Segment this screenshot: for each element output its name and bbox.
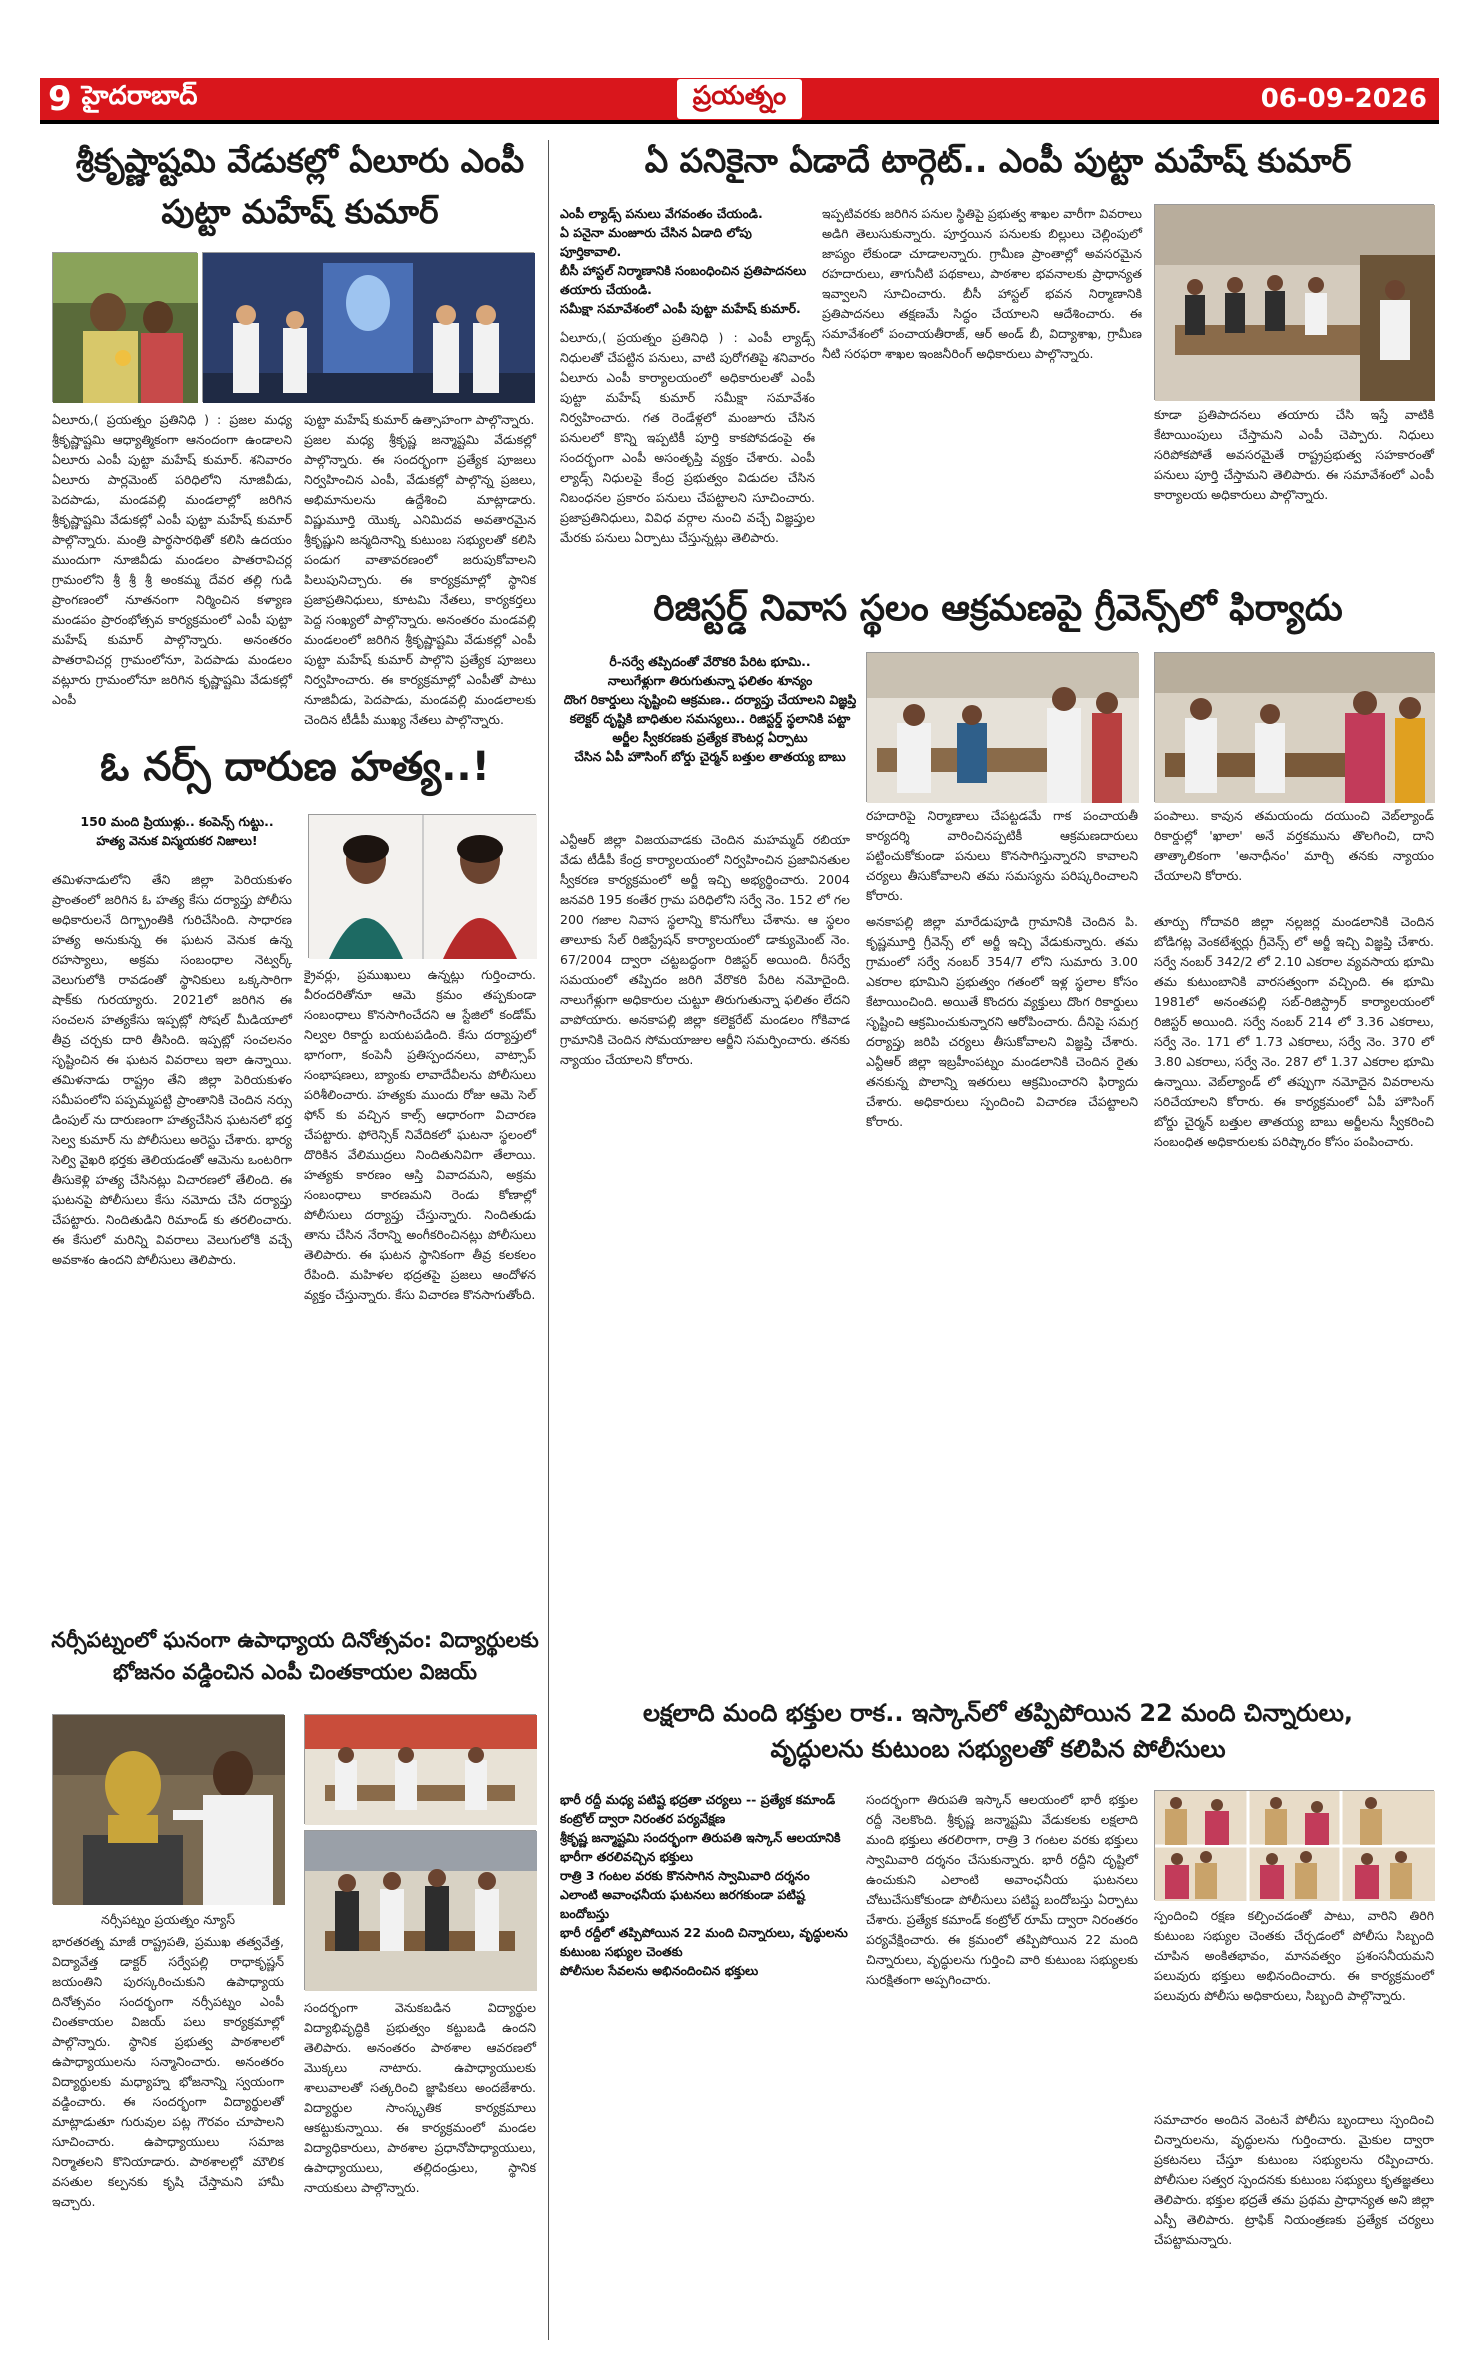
nurse-subhead-2: హత్య వెనుక విస్మయకర నిజాలు! — [96, 833, 258, 848]
iskcon-subhead-3: రాత్రి 3 గంటల వరకు కొనసాగిన స్వామివారి దర్శనం — [560, 1868, 810, 1883]
teachers-day-headline — [50, 1627, 540, 1686]
grievance-photo-1 — [866, 652, 1138, 802]
krishnashtami-body-col1: ఏలూరు,( ప్రయత్నం ప్రతినిధి ) : ప్రజల మధ్య శ్రీకృష్ణాష్టమి ఆధ్యాత్మికంగా ఆనందంగా ఉండాలని ఏలూరు ఎంపీ పుట్టా మహేష్ కుమార్. శనివారం ఏలూరు పార్లమెంట్ పరిధిలోని నూజివీడు, పెదపాడు, మండవల్లి మండలాల్లో జరిగిన శ్రీకృష్ణాష్టమి వేడుకల్లో ఎంపీ పుట్టా మహేష్ కుమార్ పాల్గొన్నారు. మంత్రి పార్థసారథితో కలిసి ఉదయం ముందుగా నూజివీడు మండలం పాతరావిచర్ల గ్రామంలోని శ్రీ శ్రీ శ్రీ అంకమ్మ దేవర తల్లి గుడి ప్రాంగణంలో నూతనంగా నిర్మించిన కళ్యాణ మండపం ప్రారంభోత్సవ కార్యక్రమంలో ఎంపీ పుట్టా మహేష్ కుమార్ పాల్గొన్నారు. అనంతరం పాతరావిచర్ల గ్రామంలోనూ, పెదపాడు మండలం వట్లూరు గ్రామంలోనూ జరిగిన కృష్ణాష్టమి వేడుకల్లో ఎంపీ — [52, 412, 292, 707]
grievance-body-col2: అనకాపల్లి జిల్లా మారేడుపూడి గ్రామానికి చెందిన పి. కృష్ణమూర్తి గ్రీవెన్స్ లో అర్జీ ఇచ్చి వేడుకున్నారు. తమ గ్రామంలో సర్వే నంబర్ 354/7 లోని సుమారు 3.00 ఎకరాల భూమిని ప్రభుత్వం గతంలో ఇళ్ల స్థలాల కోసం కేటాయించింది. అయితే కొందరు వ్యక్తులు దొంగ రికార్డులు సృష్టించి ఆక్రమించుకున్నారని ఆరోపించారు. దీనిపై సమగ్ర దర్యాప్తు జరిపి చర్యలు తీసుకోవాలని విజ్ఞప్తి చేశారు. ఎన్టీఆర్ జిల్లా ఇబ్రహీంపట్నం మండలానికి చెందిన రైతు తనకున్న పొలాన్ని ఇతరులు ఆక్రమించారని ఫిర్యాదు చేశారు. అధికారులు స్పందించి విచారణ చేపట్టాలని కోరారు. — [866, 914, 1138, 1129]
masthead — [40, 78, 1439, 124]
iskcon-body-col2: సమాచారం అందిన వెంటనే పోలీసు బృందాలు స్పందించి చిన్నారులను, వృద్ధులను గుర్తించారు. మైకుల ద్వారా ప్రకటనలు చేస్తూ కుటుంబ సభ్యులను రప్పించారు. పోలీసుల సత్వర స్పందనకు కుటుంబ సభ్యులు కృతజ్ఞతలు తెలిపారు. భక్తుల భద్రతే తమ ప్రథమ ప్రాధాన్యత అని జిల్లా ఎస్పీ తెలిపారు. ట్రాఫిక్ నియంత్రణకు ప్రత్యేక చర్యలు చేపట్టామన్నారు. — [1154, 2112, 1434, 2247]
nurse-body-col2: క్రైవర్లు, ప్రముఖులు ఉన్నట్లు గుర్తించారు. వీరందరితోనూ ఆమె క్రమం తప్పకుండా సంబంధాలు కొనసాగించేదని ఆ స్టేజిలో కండోమ్ నిల్వల రికార్డు బయటపడింది. కేసు దర్యాప్తులో భాగంగా, కంపెనీ ప్రతిస్పందనలు, వాట్సాప్ సంభాషణలు, బ్యాంకు లావాదేవీలను పోలీసులు పరిశీలించారు. హత్యకు ముందు రోజు ఆమె సెల్ ఫోన్ కు వచ్చిన కాల్స్ ఆధారంగా విచారణ చేపట్టారు. ఫోరెన్సిక్ నివేదికలో ఘటనా స్థలంలో దొరికిన వేలిముద్రలు నిందితునివిగా తేలాయి. హత్యకు కారణం ఆస్తి వివాదమని, అక్రమ సంబంధాలు కారణమని రెండు కోణాల్లో పోలీసులు దర్యాప్తు చేస్తున్నారు. నిందితుడు తాను చేసిన నేరాన్ని అంగీకరించినట్లు పోలీసులు తెలిపారు. ఈ ఘటన స్థానికంగా తీవ్ర కలకలం రేపింది. మహిళల భద్రతపై ప్రజలు ఆందోళన వ్యక్తం చేస్తున్నారు. కేసు విచారణ కొనసాగుతోంది. — [304, 967, 536, 1302]
grievance-headline: రిజిస్టర్డ్ నివాస స్థలం ఆక్రమణపై గ్రీవెన్స్‌లో ఫిర్యాదు — [653, 588, 1343, 629]
grievance-subhead-2: నాలుగేళ్లుగా తిరుగుతున్నా ఫలితం శూన్యం — [607, 673, 813, 688]
nurse-photo — [308, 814, 536, 958]
krishnashtami-photo-2 — [202, 252, 534, 402]
teachers-day-headline-line1: నర్సీపట్నంలో ఘనంగా ఉపాధ్యాయ దినోత్సవం: విద్యార్థులకు — [51, 1628, 539, 1652]
grievance-subhead-6: చేసిన ఏపీ హౌసింగ్ బోర్డు చైర్మన్ బత్తుల తాతయ్య బాబు — [574, 749, 846, 764]
iskcon-headline — [556, 1698, 1440, 1764]
teachers-day-photo-3 — [304, 1830, 536, 1990]
krishnashtami-headline-line1: శ్రీకృష్ణాష్టమి వేడుకల్లో ఏలూరు ఎంపీ — [75, 141, 525, 180]
krishnashtami-body-col2-text: ప్రజల మధ్య శ్రీకృష్ణ జన్మాష్టమి వేడుకల్లో పాల్గొన్నారు. ఈ సందర్భంగా ప్రత్యేక పూజలు నిర్వహించిన ఎంపీ, వేడుకల్లో పాల్గొన్న ప్రజలు, అభిమానులను ఉద్దేశించి మాట్లాడారు. విష్ణుమూర్తి యొక్క ఎనిమిదవ అవతారమైన శ్రీకృష్ణుని జన్మదినాన్ని కుటుంబ సభ్యులతో కలిసి పండుగ వాతావరణంలో జరుపుకోవాలని పిలుపునిచ్చారు. ఈ కార్యక్రమాల్లో స్థానిక ప్రజాప్రతినిధులు, కూటమి నేతలు, కార్యకర్తలు పెద్ద సంఖ్యలో పాల్గొన్నారు. అనంతరం మండవల్లి మండలంలో జరిగిన శ్రీకృష్ణాష్టమి వేడుకల్లో ఎంపీ పుట్టా మహేష్ కుమార్ పాల్గొని ప్రత్యేక పూజలు నిర్వహించారు. ఈ కార్యక్రమాల్లో ఎంపీతో పాటు నూజివీడు, పెదపాడు, మండవల్లి మండలాలకు చెందిన టీడీపీ ముఖ్య నేతలు పాల్గొన్నారు. — [304, 432, 536, 727]
iskcon-subhead-5: భారీ రద్దీలో తప్పిపోయిన 22 మంది చిన్నారులు, వృద్ధులను కుటుంబ సభ్యుల చెంతకు — [560, 1925, 848, 1959]
masthead-left — [40, 79, 480, 119]
page-date: 06-09-2026 — [1260, 84, 1427, 114]
column-divider — [548, 140, 549, 2340]
paper-name: ప్రయత్నం — [677, 79, 802, 119]
krishnashtami-headline-line2: పుట్టా మహేష్ కుమార్ — [161, 192, 439, 232]
target-subhead-3: బీసీ హాస్టల్ నిర్మాణానికి సంబంధించిన ప్రతిపాదనలు తయారు చేయండి. — [560, 263, 807, 297]
teachers-day-headline-line2: భోజనం వడ్డించిన ఎంపీ చింతకాయల విజయ్ — [113, 1660, 477, 1685]
iskcon-subhead-2: శ్రీకృష్ణ జన్మాష్టమి సందర్భంగా తిరుపతి ఇస్కాన్ ఆలయానికి భారీగా తరలివచ్చిన భక్తులు — [560, 1830, 841, 1864]
iskcon-photo — [1154, 1790, 1434, 1900]
iskcon-body-col1: సందర్భంగా తిరుపతి ఇస్కాన్ ఆలయంలో భారీ భక్తుల రద్దీ నెలకొంది. శ్రీకృష్ణ జన్మాష్టమి వేడుకలకు లక్షలాది మంది భక్తులు తరలిరాగా, రాత్రి 3 గంటల వరకు భక్తులు స్వామివారి దర్శనం చేసుకున్నారు. భారీ రద్దీని దృష్టిలో ఉంచుకుని ఎలాంటి అవాంఛనీయ ఘటనలు చోటుచేసుకోకుండా పోలీసులు పటిష్ట బందోబస్తు ఏర్పాటు చేశారు. ప్రత్యేక కమాండ్ కంట్రోల్ రూమ్ ద్వారా నిరంతరం పర్యవేక్షించారు. ఈ క్రమంలో తప్పిపోయిన 22 మంది చిన్నారులు, వృద్ధులను గుర్తించి వారి కుటుంబ సభ్యులకు సురక్షితంగా అప్పగించారు. — [866, 1792, 1138, 1987]
iskcon-subheads — [560, 1790, 850, 1980]
target-headline: ఏ పనికైనా ఏడాదే టార్గెట్.. ఎంపీ పుట్టా మహేష్ కుమార్ — [644, 141, 1352, 180]
grievance-subhead-5: అర్జీల స్వీకరణకు ప్రత్యేక కౌంటర్ల ఏర్పాటు — [612, 730, 808, 745]
target-photo — [1154, 204, 1434, 400]
target-photo-caption: కూడా ప్రతిపాదనలు తయారు చేసి ఇస్తే వాటికి కేటాయింపులు చేస్తామని ఎంపీ చెప్పారు. నిధులు సరిపోకపోతే అవసరమైతే రాష్ట్రప్రభుత్వ సహకారంతో పనులు పూర్తి చేస్తామని తెలిపారు. ఈ సమావేశంలో ఎంపీ కార్యాలయ అధికారులు పాల్గొన్నారు. — [1154, 407, 1434, 502]
target-subheads — [560, 204, 815, 318]
teachers-day-body-col2: సందర్భంగా వెనుకబడిన విద్యార్థుల విద్యాభివృద్ధికి ప్రభుత్వం కట్టుబడి ఉందని తెలిపారు. అనంతరం పాఠశాల ఆవరణలో మొక్కలు నాటారు. ఉపాధ్యాయులకు శాలువాలతో సత్కరించి జ్ఞాపికలు అందజేశారు. విద్యార్థుల సాంస్కృతిక కార్యక్రమాలు ఆకట్టుకున్నాయి. ఈ కార్యక్రమంలో మండల విద్యాధికారులు, పాఠశాల ప్రధానోపాధ్యాయులు, ఉపాధ్యాయులు, తల్లిదండ్రులు, స్థానిక నాయకులు పాల్గొన్నారు. — [304, 2000, 536, 2195]
grievance-subhead-4: కలెక్టర్ దృష్టికి బాధితుల సమస్యలు.. రిజిస్టర్డ్ స్థలానికి పట్టా — [569, 711, 851, 726]
grievance-photo-caption-1: రహదారిపై నిర్మాణాలు చేపట్టడమే గాక పంచాయతీ కార్యదర్శి వారించినప్పటికీ ఆక్రమణదారులు పట్టించుకోకుండా పనులు కొనసాగిస్తున్నారని కావాలని చర్యలు తీసుకోవాలని తమ సమస్యను పరిష్కరించాలని కోరారు. — [866, 808, 1138, 903]
target-subhead-4: సమీక్షా సమావేశంలో ఎంపీ పుట్టా మహేష్ కుమార్. — [560, 301, 801, 316]
target-subhead-2: ఏ పనైనా మంజూరు చేసిన ఏడాది లోపు పూర్తికావాలి. — [560, 225, 752, 259]
target-body-col1: ఏలూరు,( ప్రయత్నం ప్రతినిధి ) : ఎంపీ ల్యాడ్స్ నిధులతో చేపట్టిన పనులు, వాటి పురోగతిపై శనివారం ఏలూరు ఎంపీ కార్యాలయంలో అధికారులతో ఎంపీ పుట్టా మహేష్ కుమార్ సమీక్షా సమావేశం నిర్వహించారు. గత రెండేళ్లలో మంజూరు చేసిన పనులలో కొన్ని ఇప్పటికీ పూర్తి కాకపోవడంపై ఈ సందర్భంగా ఎంపీ అసంతృప్తి వ్యక్తం చేశారు. ఎంపీ ల్యాడ్స్ నిధులపై కేంద్ర ప్రభుత్వం విడుదల చేసిన నిబంధనల ప్రకారం పనులు చేపట్టాలని సూచించారు. ప్రజాప్రతినిధులు, వివిధ వర్గాల నుంచి వచ్చే విజ్ఞప్తుల మేరకు పనులు ఏర్పాటు చేస్తున్నట్లు తెలిపారు. — [560, 330, 815, 545]
nurse-subheads — [52, 812, 302, 850]
iskcon-subhead-6: పోలీసుల సేవలను అభినందించిన భక్తులు — [560, 1963, 759, 1978]
krishnashtami-body-col2 — [304, 410, 536, 727]
krishnashtami-photo-1 — [52, 252, 197, 402]
krishnashtami-photo-caption: పుట్టా మహేష్ కుమార్ ఉత్సాహంగా పాల్గొన్నారు. — [304, 412, 535, 427]
iskcon-headline-line2: వృద్ధులను కుటుంబ సభ్యులతో కలిపిన పోలీసులు — [770, 1735, 1226, 1763]
grievance-subhead-1: రీ-సర్వే తప్పిదంతో వేరొకరి పేరిట భూమి.. — [609, 654, 811, 669]
grievance-subheads — [560, 652, 860, 766]
teachers-day-photo-2 — [304, 1714, 536, 1824]
grievance-photo-2 — [1154, 652, 1434, 802]
grievance-body-col1: ఎన్టీఆర్ జిల్లా విజయవాడకు చెందిన మహమ్మద్ రబియా వేడు టీడీపీ కేంద్ర కార్యాలయంలో నిర్వహించిన ప్రజావినతుల స్వీకరణ కార్యక్రమంలో అర్జీ ఇచ్చి అభ్యర్థించారు. 2004 జనవరి 195 కంతేర గ్రామ పరిధిలోని సర్వే నెం. 152 లో గల 200 గజాల నివాస స్థలాన్ని కొనుగోలు చేశాను. ఆ స్థలం తాలూకు సేల్ రిజిస్ట్రేషన్ కార్యాలయంలో డాక్యుమెంట్ నెం. 67/2004 ద్వారా చట్టబద్ధంగా రిజిస్టర్ అయింది. రీసర్వే సమయంలో తప్పిదం జరిగి వేరొకరి పేరిట నమోదైంది. నాలుగేళ్లుగా అధికారుల చుట్టూ తిరుగుతున్నా ఫలితం లేదని వాపోయారు. అనకాపల్లి జిల్లా కలెక్టరేట్ మండలం గోకివాడ గ్రామానికి చెందిన సోమయాజుల ఆర్జీని సమర్పించారు. తనకు న్యాయం చేయాలని కోరారు. — [560, 832, 850, 1067]
grievance-photo-caption-2: పంపాలు. కావున తమయందు దయుంచి వెబ్‌ల్యాండ్ రికార్డుల్లో 'ఖాలా' అనే వర్తకమును తొలగించి, దాని తాత్కాలికంగా 'అనాధీనం' మార్చి తనకు న్యాయం చేయాలని కోరారు. — [1154, 808, 1434, 883]
page-number: 9 — [48, 79, 72, 119]
teachers-day-photo-1 — [52, 1714, 284, 1904]
nurse-headline: ఓ నర్స్ దారుణ హత్య..! — [100, 744, 490, 790]
nurse-body-col1: తమిళనాడులోని తేని జిల్లా పెరియకుళం ప్రాంతంలో జరిగిన ఓ హత్య కేసు దర్యాప్తు పోలీసు అధికారులనే దిగ్భ్రాంతికి గురిచేసింది. సాధారణ హత్య అనుకున్న ఈ ఘటన వెనుక ఉన్న రహస్యాలు, అక్రమ సంబంధాల నెట్వర్క్ వెలుగులోకి రావడంతో స్థానికులు ఒక్కసారిగా షాక్‌కు గురయ్యారు. 2021లో జరిగిన ఈ సంచలన హత్యకేసు ఇప్పట్లో సోషల్ మీడియాలో తీవ్ర చర్చకు దారి తీసింది. ఇప్పట్లో సంచలనం సృష్టించిన ఈ ఘటన వివరాలు ఇలా ఉన్నాయి. తమిళనాడు రాష్ట్రం తేని జిల్లా పెరియకుళం సమీపంలోని పప్పమ్మపట్టి ప్రాంతానికి చెందిన నర్సు డింపుల్ ను దారుణంగా హత్యచేసిన ఘటనలో భర్త సెల్వ కుమార్ ను పోలీసులు అరెస్టు చేశారు. భార్య సెల్వి వైఖరి భర్తకు తెలియడంతో ఆమెను ఒంటరిగా తీసుకెళ్లి హత్య చేసినట్లు విచారణలో తేలింది. ఈ ఘటనపై పోలీసులు కేసు నమోదు చేసి దర్యాప్తు చేపట్టారు. నిందితుడిని రిమాండ్ కు తరలించారు. ఈ కేసులో మరిన్ని వివరాలు వెలుగులోకి వచ్చే అవకాశం ఉందని పోలీసులు తెలిపారు. — [52, 872, 292, 1267]
iskcon-subhead-1: భారీ రద్దీ మధ్య పటిష్ట భద్రతా చర్యలు -- ప్రత్యేక కమాండ్ కంట్రోల్ ద్వారా నిరంతర పర్యవేక్షణ — [560, 1792, 836, 1826]
target-subhead-1: ఎంపీ ల్యాడ్స్ పనులు వేగవంతం చేయండి. — [560, 206, 763, 221]
iskcon-subhead-4: ఎలాంటి అవాంఛనీయ ఘటనలు జరగకుండా పటిష్ట బందోబస్తు — [560, 1887, 805, 1921]
teachers-day-body-col1: భారతరత్న మాజీ రాష్ట్రపతి, ప్రముఖ తత్వవేత్త, విద్యావేత్త డాక్టర్ సర్వేపల్లి రాధాకృష్ణన్ జయంతిని పురస్కరించుకుని ఉపాధ్యాయ దినోత్సవం సందర్భంగా నర్సీపట్నం ఎంపీ చింతకాయల విజయ్ పలు కార్యక్రమాల్లో పాల్గొన్నారు. స్థానిక ప్రభుత్వ పాఠశాలలో ఉపాధ్యాయులను సన్మానించారు. అనంతరం విద్యార్థులకు మధ్యాహ్న భోజనాన్ని స్వయంగా వడ్డించారు. ఈ సందర్భంగా విద్యార్థులతో మాట్లాడుతూ గురువుల పట్ల గౌరవం చూపాలని సూచించారు. ఉపాధ్యాయులు సమాజ నిర్మాతలని కొనియాడారు. పాఠశాలల్లో మౌలిక వసతుల కల్పనకు కృషి చేస్తామని హామీ ఇచ్చారు. — [52, 1934, 284, 2209]
city-name: హైదరాబాద్ — [81, 81, 198, 111]
iskcon-photo-caption: స్పందించి రక్షణ కల్పించడంతో పాటు, వారిని తిరిగి కుటుంబ సభ్యుల చెంతకు చేర్చడంలో పోలీసు సిబ్బంది చూపిన అంకితభావం, మానవత్వం ప్రశంసనీయమని పలువురు భక్తులు అభినందించారు. ఈ కార్యక్రమంలో పలువురు పోలీసు అధికారులు, సిబ్బంది పాల్గొన్నారు. — [1154, 1908, 1434, 2003]
target-body-col2: ఇప్పటివరకు జరిగిన పనుల స్థితిపై ప్రభుత్వ శాఖల వారీగా వివరాలు అడిగి తెలుసుకున్నారు. పూర్తయిన పనులకు బిల్లులు చెల్లింపులో జాప్యం లేకుండా చూడాలన్నారు. గ్రామీణ ప్రాంతాల్లో అవసరమైన రహదారులు, తాగునీటి పథకాలు, పాఠశాల భవనాలకు ప్రాధాన్యత ఇవ్వాలని సూచించారు. బీసీ హాస్టల్ భవన నిర్మాణానికి ప్రతిపాదనలు తక్షణమే సిద్ధం చేయాలని ఆదేశించారు. ఈ సమావేశంలో పంచాయతీరాజ్, ఆర్ అండ్ బీ, విద్యాశాఖ, గ్రామీణ నీటి సరఫరా శాఖల ఇంజనీరింగ్ అధికారులు పాల్గొన్నారు. — [822, 206, 1142, 361]
grievance-subhead-3: దొంగ రికార్డులు సృష్టించి ఆక్రమణ.. దర్యాప్తు చేయాలని విజ్ఞప్తి — [563, 692, 857, 707]
teachers-day-photo-caption: నర్సీపట్నం ప్రయత్నం న్యూస్ — [101, 1912, 235, 1927]
nurse-subhead-1: 150 మంది ప్రియుళ్లు.. కంపెన్స్ గుట్టు.. — [80, 814, 274, 829]
krishnashtami-headline — [50, 140, 550, 233]
grievance-body-col3: తూర్పు గోదావరి జిల్లా నల్లజర్ల మండలానికి చెందిన బోడిగట్ల వెంకటేశ్వర్లు గ్రీవెన్స్ లో అర్జీ ఇచ్చి విజ్ఞప్తి చేశారు. సర్వే నంబర్ 342/2 లో 2.10 ఎకరాల వ్యవసాయ భూమి తమ కుటుంబానికి వారసత్వంగా వచ్చింది. ఈ భూమి 1981లో అనంతపల్లి సబ్-రిజిస్ట్రార్ కార్యాలయంలో రిజిస్టర్ అయింది. సర్వే నంబర్ 214 లో 3.36 ఎకరాలు, సర్వే నెం. 171 లో 1.73 ఎకరాలు, సర్వే నెం. 370 లో 3.80 ఎకరాలు, సర్వే నెం. 287 లో 1.37 ఎకరాల భూమి ఉన్నాయి. వెబ్‌ల్యాండ్ లో తప్పుగా నమోదైన వివరాలను సరిచేయాలని కోరారు. ఈ కార్యక్రమంలో ఏపీ హౌసింగ్ బోర్డు చైర్మన్ బత్తుల తాతయ్య బాబు అర్జీలను స్వీకరించి సంబంధిత అధికారులకు పరిష్కారం కోసం పంపించారు. — [1154, 914, 1434, 1149]
masthead-center — [480, 79, 999, 119]
iskcon-headline-line1: లక్షలాది మంది భక్తుల రాక.. ఇస్కాన్‌లో తప్పిపోయిన 22 మంది చిన్నారులు, — [642, 1699, 1354, 1727]
